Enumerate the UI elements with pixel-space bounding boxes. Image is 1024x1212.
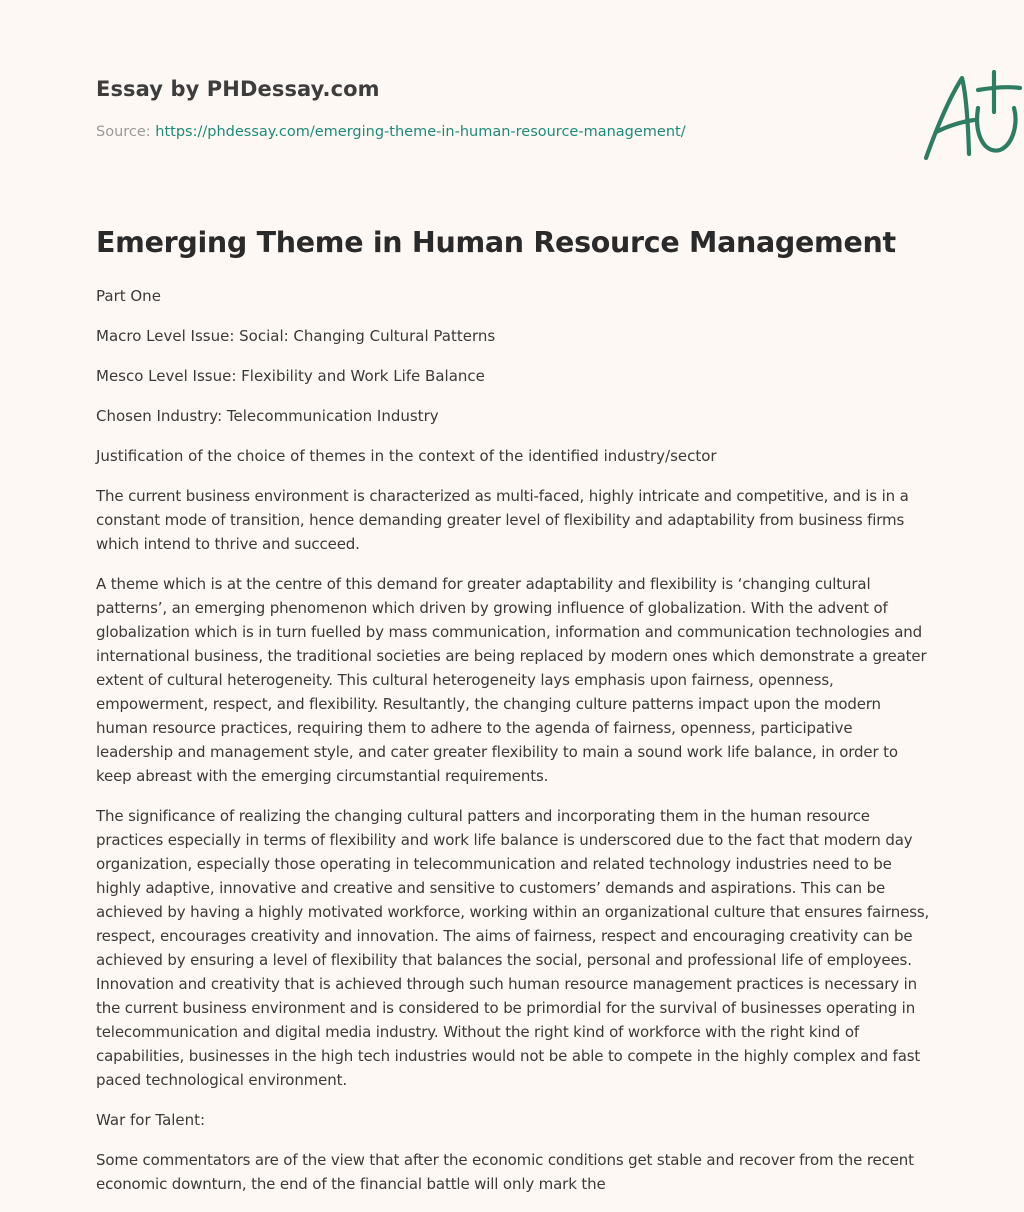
- source-link[interactable]: https://phdessay.com/emerging-theme-in-human-resource-management/: [155, 124, 686, 140]
- industry-line: Chosen Industry: Telecommunication Industry: [96, 407, 439, 425]
- article-body: [96, 284, 932, 1212]
- body-paragraph: Some commentators are of the view that after the economic conditions get stable and recover from the recent economic downturn, the end of the financial battle will only mark the: [96, 1151, 914, 1193]
- body-paragraph: The significance of realizing the changing cultural patters and incorporating them in the human resource practices especially in terms of flexibility and work life balance is underscored due to the fact that modern day organization, especially those operating in telecommunication and related technology industries need to be highly adaptive, innovative and creative and sensitive to customers’ demands and aspirations. This can be achieved by having a highly motivated workforce, working within an organizational culture that ensures fairness, respect, encourages creativity and innovation. The aims of fairness, respect and encouraging creativity can be achieved by ensuring a level of flexibility that balances the social, personal and professional life of employees. Innovation and creativity that is achieved through such human resource management practices is necessary in the current business environment and is considered to be primordial for the survival of businesses operating in telecommunication and digital media industry. Without the right kind of workforce with the right kind of capabilities, businesses in the high tech industries would not be able to compete in the highly complex and fast paced technological environment.: [96, 807, 930, 1089]
- body-paragraph: The current business environment is characterized as multi-faced, highly intricate and competitive, and is in a constant mode of transition, hence demanding greater level of flexibility and adaptability from business firms which intend to thrive and succeed.: [96, 487, 909, 553]
- source-label: Source:: [96, 124, 156, 140]
- body-paragraph: A theme which is at the centre of this demand for greater adaptability and flexibility is ‘changing cultural patterns’, an emerging phenomenon which driven by growing influence of globalization. With the advent of globalization which is in turn fuelled by mass communication, information and communication technologies and international business, the traditional societies are being replaced by modern ones which demonstrate a greater extent of cultural heterogeneity. This cultural heterogeneity lays emphasis upon fairness, openness, empowerment, respect, and flexibility. Resultantly, the changing culture patterns impact upon the modern human resource practices, requiring them to adhere to the agenda of fairness, openness, participative leadership and management style, and cater greater flexibility to main a sound work life balance, in order to keep abreast with the emerging circumstantial requirements.: [96, 575, 927, 785]
- section-heading: War for Talent:: [96, 1111, 206, 1129]
- mesco-issue-line: Mesco Level Issue: Flexibility and Work Life Balance: [96, 367, 485, 385]
- article-title: Emerging Theme in Human Resource Management: [96, 226, 896, 259]
- brand-title: Essay by PHDessay.com: [96, 77, 380, 101]
- macro-issue-line: Macro Level Issue: Social: Changing Cultural Patterns: [96, 327, 496, 345]
- a-plus-grade-logo-icon: [922, 68, 1022, 164]
- justification-heading: Justification of the choice of themes in the context of the identified industry/sector: [96, 447, 717, 465]
- part-heading: Part One: [96, 287, 161, 305]
- source-line: [96, 124, 686, 140]
